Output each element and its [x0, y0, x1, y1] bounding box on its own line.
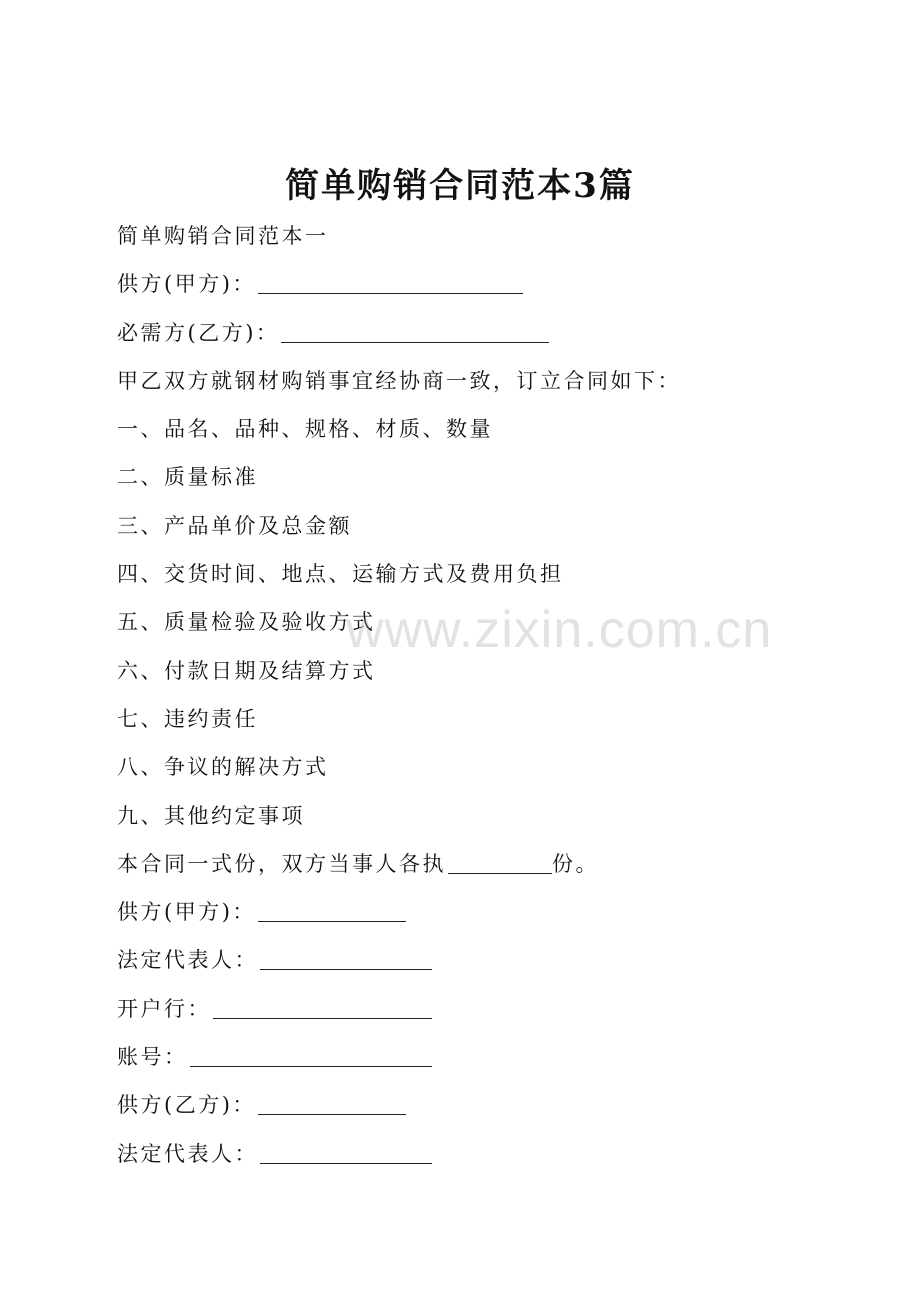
account-line	[117, 1033, 817, 1081]
clause-4	[117, 550, 817, 598]
supplier-party-a-line	[117, 260, 817, 308]
section-heading	[117, 212, 817, 260]
fill-blank	[260, 947, 432, 970]
line-text: 一、品名、品种、规格、材质、数量	[117, 417, 493, 442]
line-text: 五、质量检验及验收方式	[117, 610, 376, 635]
line-text: 二、质量标准	[117, 465, 258, 490]
line-text: 简单购销合同范本一	[117, 224, 329, 248]
line-text: 法定代表人：	[117, 948, 258, 973]
line-suffix: 份。	[552, 851, 599, 876]
watermark: www.zixin.com.cn	[346, 601, 773, 659]
copies-line	[117, 840, 817, 888]
clause-8	[117, 743, 817, 791]
clause-3	[117, 502, 817, 550]
clause-2	[117, 453, 817, 501]
line-text: 八、争议的解决方式	[117, 755, 329, 780]
line-text: 开户行：	[117, 996, 211, 1021]
fill-blank	[190, 1044, 432, 1067]
line-text: 法定代表人：	[117, 1141, 258, 1166]
fill-blank	[213, 996, 432, 1019]
signature-party-b	[117, 1081, 817, 1129]
line-text: 供方(甲方)：	[117, 900, 256, 925]
clause-1	[117, 405, 817, 453]
line-text: 七、违约责任	[117, 706, 258, 731]
line-text: 三、产品单价及总金额	[117, 513, 352, 538]
line-text: 甲乙双方就钢材购销事宜经协商一致，订立合同如下：	[117, 368, 681, 393]
document-title: 简单购销合同范本3篇	[285, 166, 635, 206]
clause-6	[117, 647, 817, 695]
line-text: 四、交货时间、地点、运输方式及费用负担	[117, 562, 564, 587]
legal-representative-b	[117, 1130, 817, 1178]
fill-blank	[281, 320, 549, 343]
line-text: 必需方(乙方)：	[117, 320, 280, 345]
document-body	[117, 212, 817, 1178]
clause-5	[117, 598, 817, 646]
buyer-party-b-line	[117, 309, 817, 357]
signature-party-a	[117, 888, 817, 936]
fill-blank	[258, 271, 523, 294]
legal-representative-a	[117, 936, 817, 984]
line-text: 供方(乙方)：	[117, 1093, 256, 1118]
line-text: 六、付款日期及结算方式	[117, 658, 376, 683]
fill-blank	[260, 1141, 432, 1164]
clause-9	[117, 792, 817, 840]
line-text: 供方(甲方)：	[117, 272, 256, 297]
agreement-intro-line	[117, 357, 817, 405]
fill-blank	[448, 851, 552, 874]
bank-line	[117, 985, 817, 1033]
line-text: 九、其他约定事项	[117, 803, 305, 828]
clause-7	[117, 695, 817, 743]
line-text: 本合同一式份，双方当事人各执	[117, 851, 446, 876]
fill-blank	[258, 899, 406, 922]
line-text: 账号：	[117, 1045, 188, 1070]
fill-blank	[258, 1092, 406, 1115]
